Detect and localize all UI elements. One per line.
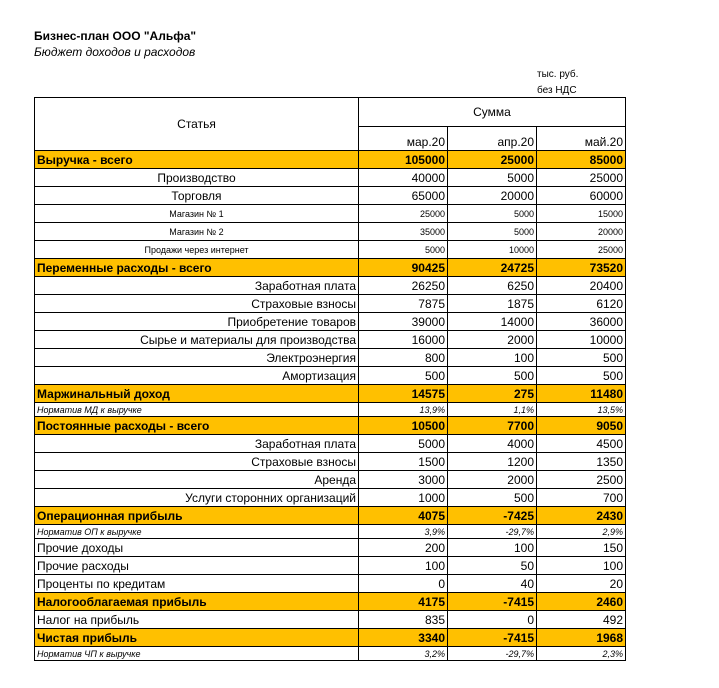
- value-cell[interactable]: 35000: [359, 223, 448, 241]
- value-cell[interactable]: 9050: [537, 417, 626, 435]
- budget-table: [34, 97, 626, 661]
- table-row: [35, 539, 626, 557]
- value-cell[interactable]: 25000: [448, 151, 537, 169]
- value-cell[interactable]: 100: [537, 557, 626, 575]
- value-cell[interactable]: 60000: [537, 187, 626, 205]
- value-cell[interactable]: 1000: [359, 489, 448, 507]
- value-cell[interactable]: 16000: [359, 331, 448, 349]
- row-label[interactable]: Налогооблагаемая прибыль: [35, 593, 359, 611]
- value-cell[interactable]: 3340: [359, 629, 448, 647]
- value-cell[interactable]: 4075: [359, 507, 448, 525]
- value-cell[interactable]: 10000: [537, 331, 626, 349]
- value-cell[interactable]: 100: [448, 539, 537, 557]
- table-row: [35, 575, 626, 593]
- row-label[interactable]: Заработная плата: [35, 277, 359, 295]
- value-cell[interactable]: 105000: [359, 151, 448, 169]
- unit-currency: тыс. руб.: [537, 69, 579, 80]
- value-cell[interactable]: -29,7%: [448, 525, 537, 539]
- row-label[interactable]: Маржинальный доход: [35, 385, 359, 403]
- value-cell[interactable]: 7700: [448, 417, 537, 435]
- table-row: [35, 647, 626, 661]
- value-cell[interactable]: 1875: [448, 295, 537, 313]
- table-row: [35, 223, 626, 241]
- row-label[interactable]: Норматив МД к выручке: [35, 403, 359, 417]
- table-row: [35, 187, 626, 205]
- value-cell[interactable]: 25000: [537, 169, 626, 187]
- value-cell[interactable]: 275: [448, 385, 537, 403]
- value-cell[interactable]: 14575: [359, 385, 448, 403]
- row-label[interactable]: Норматив ЧП к выручке: [35, 647, 359, 661]
- value-cell[interactable]: -29,7%: [448, 647, 537, 661]
- row-label[interactable]: Операционная прибыль: [35, 507, 359, 525]
- value-cell[interactable]: 40000: [359, 169, 448, 187]
- row-label[interactable]: Прочие доходы: [35, 539, 359, 557]
- value-cell[interactable]: 20000: [448, 187, 537, 205]
- row-label[interactable]: Постоянные расходы - всего: [35, 417, 359, 435]
- value-cell[interactable]: 500: [448, 367, 537, 385]
- value-cell[interactable]: 0: [359, 575, 448, 593]
- value-cell[interactable]: 500: [448, 489, 537, 507]
- value-cell[interactable]: 10000: [448, 241, 537, 259]
- header-month[interactable]: май.20: [537, 126, 626, 150]
- value-cell[interactable]: 7875: [359, 295, 448, 313]
- value-cell[interactable]: 90425: [359, 259, 448, 277]
- header-sum[interactable]: Сумма: [359, 98, 626, 127]
- row-label[interactable]: Электроэнергия: [35, 349, 359, 367]
- value-cell[interactable]: 5000: [448, 169, 537, 187]
- table-row: [35, 205, 626, 223]
- value-cell[interactable]: -7425: [448, 507, 537, 525]
- value-cell[interactable]: 0: [448, 611, 537, 629]
- value-cell[interactable]: 3000: [359, 471, 448, 489]
- row-label[interactable]: Страховые взносы: [35, 453, 359, 471]
- header-article[interactable]: Статья: [35, 98, 359, 151]
- value-cell[interactable]: 1968: [537, 629, 626, 647]
- table-row: [35, 295, 626, 313]
- value-cell[interactable]: 11480: [537, 385, 626, 403]
- row-label[interactable]: Торговля: [35, 187, 359, 205]
- value-cell[interactable]: 24725: [448, 259, 537, 277]
- row-label[interactable]: Амортизация: [35, 367, 359, 385]
- value-cell[interactable]: 2430: [537, 507, 626, 525]
- value-cell[interactable]: 13,5%: [537, 403, 626, 417]
- value-cell[interactable]: 1,1%: [448, 403, 537, 417]
- table-row: [35, 557, 626, 575]
- row-label[interactable]: Производство: [35, 169, 359, 187]
- value-cell[interactable]: 36000: [537, 313, 626, 331]
- value-cell[interactable]: 500: [359, 367, 448, 385]
- table-row: [35, 349, 626, 367]
- value-cell[interactable]: 50: [448, 557, 537, 575]
- value-cell[interactable]: 835: [359, 611, 448, 629]
- value-cell[interactable]: 3,2%: [359, 647, 448, 661]
- value-cell[interactable]: 5000: [359, 435, 448, 453]
- row-label[interactable]: Продажи через интернет: [35, 241, 359, 259]
- value-cell[interactable]: 492: [537, 611, 626, 629]
- table-row: [35, 367, 626, 385]
- value-cell[interactable]: 40: [448, 575, 537, 593]
- row-label[interactable]: Проценты по кредитам: [35, 575, 359, 593]
- value-cell[interactable]: 1350: [537, 453, 626, 471]
- value-cell[interactable]: 2000: [448, 471, 537, 489]
- value-cell[interactable]: 1500: [359, 453, 448, 471]
- table-row: [35, 403, 626, 417]
- value-cell[interactable]: 26250: [359, 277, 448, 295]
- value-cell[interactable]: 20: [537, 575, 626, 593]
- value-cell[interactable]: -7415: [448, 593, 537, 611]
- value-cell[interactable]: 150: [537, 539, 626, 557]
- table-row: [35, 241, 626, 259]
- table-total-row: [35, 507, 626, 525]
- row-label[interactable]: Услуги сторонних организаций: [35, 489, 359, 507]
- value-cell[interactable]: 5000: [448, 223, 537, 241]
- row-label[interactable]: Прочие расходы: [35, 557, 359, 575]
- row-label[interactable]: Магазин № 2: [35, 223, 359, 241]
- row-label[interactable]: Чистая прибыль: [35, 629, 359, 647]
- table-total-row: [35, 151, 626, 169]
- table-total-row: [35, 259, 626, 277]
- table-row: [35, 489, 626, 507]
- table-total-row: [35, 385, 626, 403]
- table-row: [35, 169, 626, 187]
- table-row: [35, 611, 626, 629]
- table-row: [35, 277, 626, 295]
- value-cell[interactable]: 14000: [448, 313, 537, 331]
- row-label[interactable]: Страховые взносы: [35, 295, 359, 313]
- value-cell[interactable]: 2000: [448, 331, 537, 349]
- value-cell[interactable]: 15000: [537, 205, 626, 223]
- value-cell[interactable]: 65000: [359, 187, 448, 205]
- value-cell[interactable]: 2,3%: [537, 647, 626, 661]
- table-row: [35, 525, 626, 539]
- table-total-row: [35, 629, 626, 647]
- header-month[interactable]: апр.20: [448, 126, 537, 150]
- value-cell[interactable]: 13,9%: [359, 403, 448, 417]
- row-label[interactable]: Приобретение товаров: [35, 313, 359, 331]
- value-cell[interactable]: 6250: [448, 277, 537, 295]
- value-cell[interactable]: 25000: [537, 241, 626, 259]
- row-label[interactable]: Магазин № 1: [35, 205, 359, 223]
- table-row: [35, 453, 626, 471]
- value-cell[interactable]: 700: [537, 489, 626, 507]
- value-cell[interactable]: 85000: [537, 151, 626, 169]
- table-total-row: [35, 593, 626, 611]
- unit-vat: без НДС: [537, 85, 577, 96]
- value-cell[interactable]: 100: [448, 349, 537, 367]
- value-cell[interactable]: 800: [359, 349, 448, 367]
- row-label[interactable]: Переменные расходы - всего: [35, 259, 359, 277]
- document-subtitle: Бюджет доходов и расходов: [34, 45, 196, 59]
- row-label[interactable]: Налог на прибыль: [35, 611, 359, 629]
- value-cell[interactable]: 10500: [359, 417, 448, 435]
- row-label[interactable]: Заработная плата: [35, 435, 359, 453]
- table-total-row: [35, 417, 626, 435]
- row-label[interactable]: Выручка - всего: [35, 151, 359, 169]
- value-cell[interactable]: 1200: [448, 453, 537, 471]
- value-cell[interactable]: -7415: [448, 629, 537, 647]
- row-label[interactable]: Аренда: [35, 471, 359, 489]
- value-cell[interactable]: 3,9%: [359, 525, 448, 539]
- value-cell[interactable]: 73520: [537, 259, 626, 277]
- value-cell[interactable]: 500: [537, 367, 626, 385]
- row-label[interactable]: Сырье и материалы для производства: [35, 331, 359, 349]
- value-cell[interactable]: 4000: [448, 435, 537, 453]
- value-cell[interactable]: 2500: [537, 471, 626, 489]
- table-row: [35, 331, 626, 349]
- value-cell[interactable]: 200: [359, 539, 448, 557]
- value-cell[interactable]: 2460: [537, 593, 626, 611]
- table-row: [35, 313, 626, 331]
- table-row: [35, 471, 626, 489]
- table-row: [35, 435, 626, 453]
- value-cell[interactable]: 100: [359, 557, 448, 575]
- value-cell[interactable]: 25000: [359, 205, 448, 223]
- value-cell[interactable]: 5000: [359, 241, 448, 259]
- value-cell[interactable]: 4500: [537, 435, 626, 453]
- value-cell[interactable]: 4175: [359, 593, 448, 611]
- row-label[interactable]: Норматив ОП к выручке: [35, 525, 359, 539]
- value-cell[interactable]: 5000: [448, 205, 537, 223]
- value-cell[interactable]: 500: [537, 349, 626, 367]
- header-month[interactable]: мар.20: [359, 126, 448, 150]
- value-cell[interactable]: 2,9%: [537, 525, 626, 539]
- value-cell[interactable]: 20000: [537, 223, 626, 241]
- value-cell[interactable]: 6120: [537, 295, 626, 313]
- document-title: Бизнес-план ООО "Альфа": [34, 29, 197, 43]
- value-cell[interactable]: 20400: [537, 277, 626, 295]
- value-cell[interactable]: 39000: [359, 313, 448, 331]
